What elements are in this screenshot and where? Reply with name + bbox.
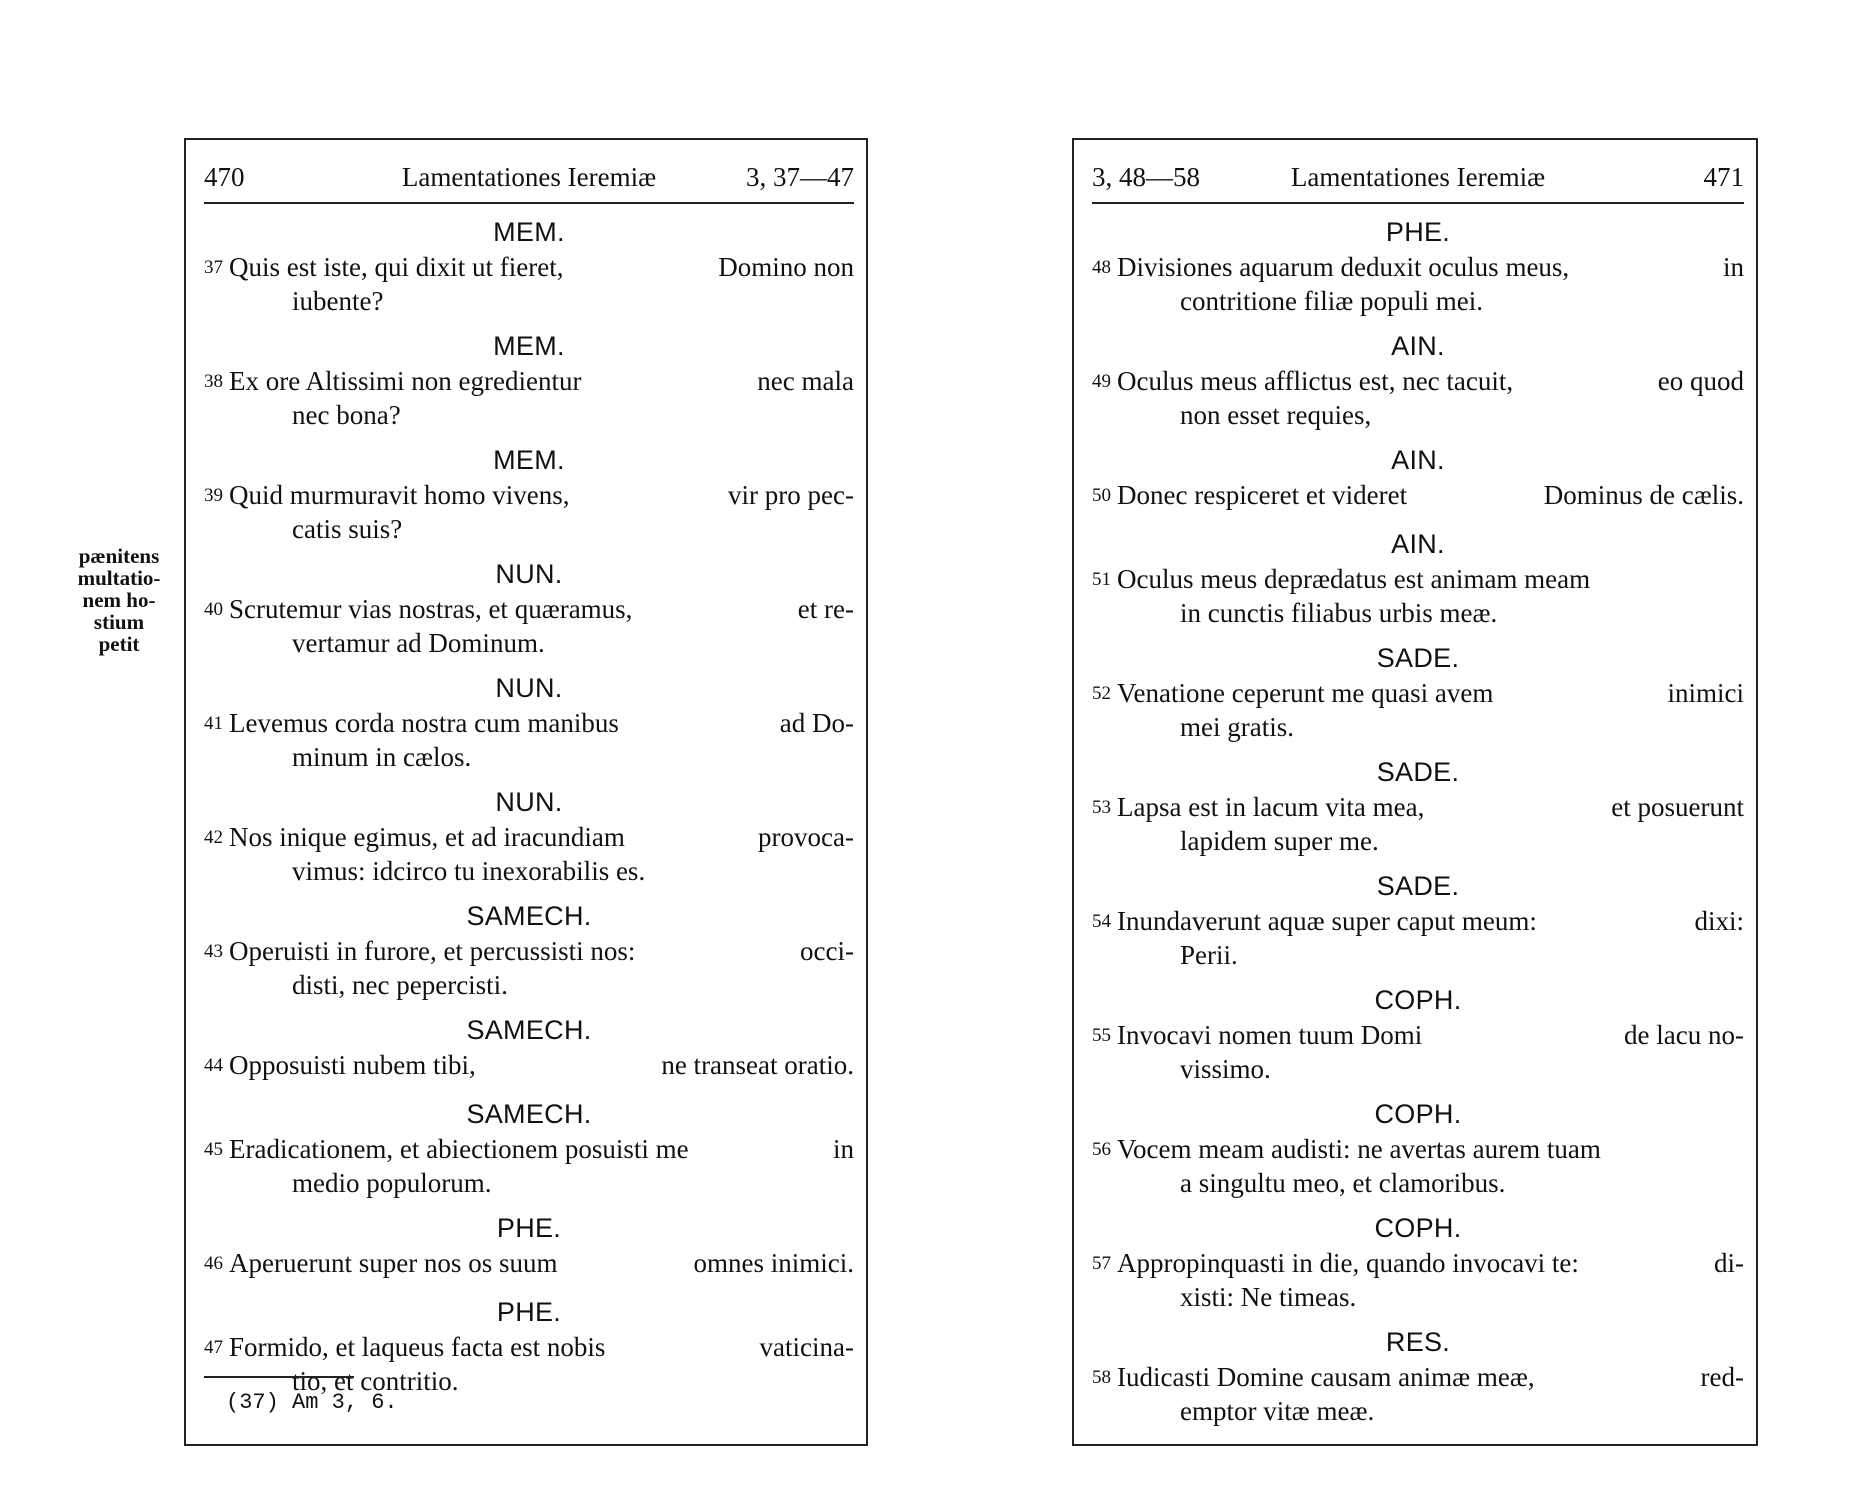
section-heading: MEM.: [493, 217, 565, 247]
verse-number: 49: [1092, 371, 1111, 392]
verse-continuation: vissimo.: [1180, 1054, 1271, 1084]
verse: [1092, 366, 1744, 430]
verse-text: Appropinquasti in die, quando invocavi te:: [1117, 1248, 1579, 1278]
verse-tail: vir pro pec-: [728, 480, 854, 510]
verse-number: 52: [1092, 683, 1111, 704]
verse-first-line: [204, 708, 854, 742]
verse: [204, 1134, 854, 1198]
verse-text: Levemus corda nostra cum manibus: [229, 708, 619, 738]
verse-continuation: contritione filiæ populi mei.: [1180, 286, 1483, 316]
verse-tail: ne transeat oratio.: [661, 1050, 854, 1080]
verse: [1092, 1362, 1744, 1426]
verse-start: [204, 366, 581, 400]
left-page: [184, 138, 868, 1446]
verse-tail: omnes inimici.: [693, 1248, 854, 1278]
verse-text: Scrutemur vias nostras, et quæramus,: [229, 594, 633, 624]
section-heading: NUN.: [495, 787, 563, 817]
section-heading: SADE.: [1376, 871, 1460, 901]
verse: [204, 252, 854, 316]
verse-tail: ad Do-: [779, 708, 854, 738]
verse-number: 48: [1092, 257, 1111, 278]
verse-number: 44: [204, 1055, 223, 1076]
marginal-note-line: stium: [93, 610, 145, 634]
section-heading: MEM.: [493, 445, 565, 475]
verse: [204, 1248, 854, 1282]
section-heading: COPH.: [1374, 1213, 1462, 1243]
verse-text: Opposuisti nubem tibi,: [229, 1050, 476, 1080]
verse-text: Vocem meam audisti: ne avertas aurem tuam: [1117, 1134, 1601, 1164]
verse-start: [1092, 1134, 1601, 1168]
section-heading: SAMECH.: [466, 1015, 592, 1045]
verse-tail: red-: [1700, 1362, 1744, 1392]
verse-continuation: mei gratis.: [1180, 712, 1294, 742]
verse: [1092, 1248, 1744, 1312]
verse: [204, 1050, 854, 1084]
verse-first-line: [1092, 1020, 1744, 1054]
verse-first-line: [204, 1134, 854, 1168]
verse-tail: provoca-: [758, 822, 854, 852]
verse-first-line: [1092, 480, 1744, 514]
verse-text: Lapsa est in lacum vita mea,: [1117, 792, 1425, 822]
verse-range: 3, 37—47: [746, 162, 854, 192]
verse: [1092, 564, 1744, 628]
verse: [1092, 1134, 1744, 1198]
verse-number: 42: [204, 827, 223, 848]
verse-text: Iudicasti Domine causam animæ meæ,: [1117, 1362, 1535, 1392]
verse-first-line: [1092, 906, 1744, 940]
footnote-rule: [204, 1376, 354, 1378]
verse-text: Nos inique egimus, et ad iracundiam: [229, 822, 625, 852]
verse-first-line: [204, 366, 854, 400]
verse-start: [204, 822, 625, 856]
verse-tail: eo quod: [1657, 366, 1744, 396]
verse-tail: de lacu no-: [1624, 1020, 1744, 1050]
verse-continuation: in cunctis filiabus urbis meæ.: [1180, 598, 1498, 628]
verse-start: [1092, 1020, 1422, 1054]
section-heading: SADE.: [1376, 643, 1460, 673]
verse-first-line: [1092, 792, 1744, 826]
verse-number: 47: [204, 1337, 223, 1358]
left-page-header: [204, 160, 854, 204]
verse-first-line: [204, 252, 854, 286]
section-heading: NUN.: [495, 673, 563, 703]
section-heading: SAMECH.: [466, 901, 592, 931]
verse-start: [204, 594, 632, 628]
verse-text: Donec respiceret et videret: [1117, 480, 1408, 510]
verse: [1092, 252, 1744, 316]
verse-tail: in: [1722, 252, 1744, 282]
verse-first-line: [204, 594, 854, 628]
verse-continuation: non esset requies,: [1180, 400, 1372, 430]
verse-number: 45: [204, 1139, 223, 1160]
verse-text: Oculus meus deprædatus est animam meam: [1117, 564, 1591, 594]
footnote: (37) Am 3, 6.: [226, 1390, 398, 1415]
marginal-note: [64, 545, 174, 655]
verse-start: [1092, 792, 1424, 826]
verse-text: Inundaverunt aquæ super caput meum:: [1117, 906, 1537, 936]
verse: [204, 708, 854, 772]
section-heading: MEM.: [493, 331, 565, 361]
marginal-note-line: nem ho-: [82, 588, 156, 612]
section-heading: SAMECH.: [466, 1099, 592, 1129]
verse-first-line: [1092, 1134, 1744, 1168]
running-title: Lamentationes Ieremiæ: [401, 162, 657, 192]
verse-number: 39: [204, 485, 223, 506]
verse-tail: et posuerunt: [1611, 792, 1744, 822]
verse-start: [204, 1134, 689, 1168]
verse-number: 55: [1092, 1025, 1111, 1046]
verse-first-line: [1092, 678, 1744, 712]
verse-number: 57: [1092, 1253, 1111, 1274]
verse-start: [1092, 1362, 1535, 1396]
verse-number: 56: [1092, 1139, 1111, 1160]
section-heading: NUN.: [495, 559, 563, 589]
verse-tail: vaticina-: [759, 1332, 854, 1362]
verse-start: [204, 480, 569, 514]
section-heading: COPH.: [1374, 1099, 1462, 1129]
marginal-note-line: pænitens: [78, 544, 160, 568]
section-heading: COPH.: [1374, 985, 1462, 1015]
verse: [1092, 906, 1744, 970]
verse-start: [204, 1332, 605, 1366]
verse-text: Eradicationem, et abiectionem posuisti me: [229, 1134, 689, 1164]
verse-text: Divisiones aquarum deduxit oculus meus,: [1117, 252, 1570, 282]
verse-tail: in: [832, 1134, 854, 1164]
verse-number: 54: [1092, 911, 1111, 932]
verse-first-line: [204, 480, 854, 514]
verse-tail: Dominus de cælis.: [1543, 480, 1744, 510]
verse-start: [1092, 906, 1537, 940]
verse-start: [1092, 252, 1569, 286]
verse-text: Quid murmuravit homo vivens,: [229, 480, 570, 510]
verse-continuation: vertamur ad Dominum.: [292, 628, 545, 658]
verse-continuation: a singultu meo, et clamoribus.: [1180, 1168, 1506, 1198]
verse-tail: Domino non: [718, 252, 854, 282]
verse-tail: di-: [1714, 1248, 1744, 1278]
verse-start: [204, 708, 619, 742]
verse-continuation: lapidem super me.: [1180, 826, 1379, 856]
verse-tail: dixi:: [1694, 906, 1744, 936]
verse-start: [204, 1248, 557, 1282]
section-heading: PHE.: [496, 1297, 562, 1327]
verse: [204, 936, 854, 1000]
verse-text: Venatione ceperunt me quasi avem: [1117, 678, 1494, 708]
verse-first-line: [204, 1248, 854, 1282]
verse-number: 40: [204, 599, 223, 620]
verse: [204, 1332, 854, 1396]
verse-number: 37: [204, 257, 223, 278]
verse-tail: et re-: [797, 594, 854, 624]
verse-text: Invocavi nomen tuum Domi: [1117, 1020, 1423, 1050]
right-page-header: [1092, 160, 1744, 204]
section-heading: SADE.: [1376, 757, 1460, 787]
verse-first-line: [1092, 252, 1744, 286]
verse-text: Oculus meus afflictus est, nec tacuit,: [1117, 366, 1514, 396]
verse-number: 38: [204, 371, 223, 392]
verse-continuation: minum in cælos.: [292, 742, 472, 772]
verse-continuation: vimus: idcirco tu inexorabilis es.: [292, 856, 646, 886]
verse-tail: occi-: [800, 936, 854, 966]
verse-first-line: [1092, 564, 1744, 598]
left-page-text: [204, 210, 854, 1402]
verse: [1092, 792, 1744, 856]
verse-text: Quis est iste, qui dixit ut fieret,: [229, 252, 564, 282]
verse-text: Formido, et laqueus facta est nobis: [229, 1332, 606, 1362]
verse-continuation: xisti: Ne timeas.: [1180, 1282, 1357, 1312]
verse-continuation: tio, et contritio.: [292, 1366, 459, 1396]
verse: [1092, 678, 1744, 742]
verse-number: 58: [1092, 1367, 1111, 1388]
verse-number: 53: [1092, 797, 1111, 818]
verse-first-line: [204, 1050, 854, 1084]
section-heading: AIN.: [1391, 331, 1445, 361]
verse-continuation: nec bona?: [292, 400, 401, 430]
verse-start: [1092, 480, 1407, 514]
section-heading: RES.: [1385, 1327, 1451, 1357]
page-number: 471: [1703, 162, 1744, 192]
verse-start: [204, 252, 563, 286]
marginal-note-line: petit: [98, 632, 140, 656]
verse-first-line: [204, 822, 854, 856]
verse-first-line: [1092, 1248, 1744, 1282]
verse-tail: nec mala: [757, 366, 854, 396]
page-number: 470: [204, 162, 245, 192]
marginal-note-line: multatio-: [77, 566, 161, 590]
verse: [1092, 480, 1744, 514]
verse-tail: inimici: [1667, 678, 1744, 708]
verse: [204, 366, 854, 430]
verse-number: 43: [204, 941, 223, 962]
verse-text: Operuisti in furore, et percussisti nos:: [229, 936, 636, 966]
verse-text: Aperuerunt super nos os suum: [229, 1248, 558, 1278]
right-page-text: [1092, 210, 1744, 1432]
verse: [1092, 1020, 1744, 1084]
verse-number: 51: [1092, 569, 1111, 590]
verse-continuation: disti, nec pepercisti.: [292, 970, 508, 1000]
verse: [204, 594, 854, 658]
verse-first-line: [1092, 1362, 1744, 1396]
verse-range: 3, 48—58: [1092, 162, 1200, 192]
verse-start: [204, 1050, 476, 1084]
section-heading: AIN.: [1391, 445, 1445, 475]
verse-first-line: [204, 936, 854, 970]
verse-continuation: emptor vitæ meæ.: [1180, 1396, 1375, 1426]
verse-continuation: Perii.: [1180, 940, 1238, 970]
section-heading: PHE.: [1385, 217, 1451, 247]
verse-continuation: medio populorum.: [292, 1168, 492, 1198]
verse-start: [1092, 366, 1513, 400]
verse-text: Ex ore Altissimi non egredientur: [229, 366, 582, 396]
verse-start: [1092, 1248, 1579, 1282]
verse-first-line: [204, 1332, 854, 1366]
verse-number: 41: [204, 713, 223, 734]
verse-number: 50: [1092, 485, 1111, 506]
verse-number: 46: [204, 1253, 223, 1274]
verse-start: [1092, 678, 1493, 712]
verse-start: [1092, 564, 1590, 598]
section-heading: PHE.: [496, 1213, 562, 1243]
verse: [204, 480, 854, 544]
right-page: [1072, 138, 1758, 1446]
verse-continuation: catis suis?: [292, 514, 403, 544]
verse-start: [204, 936, 635, 970]
verse-first-line: [1092, 366, 1744, 400]
verse: [204, 822, 854, 886]
section-heading: AIN.: [1391, 529, 1445, 559]
verse-continuation: iubente?: [292, 286, 384, 316]
running-title: Lamentationes Ieremiæ: [1290, 162, 1546, 192]
